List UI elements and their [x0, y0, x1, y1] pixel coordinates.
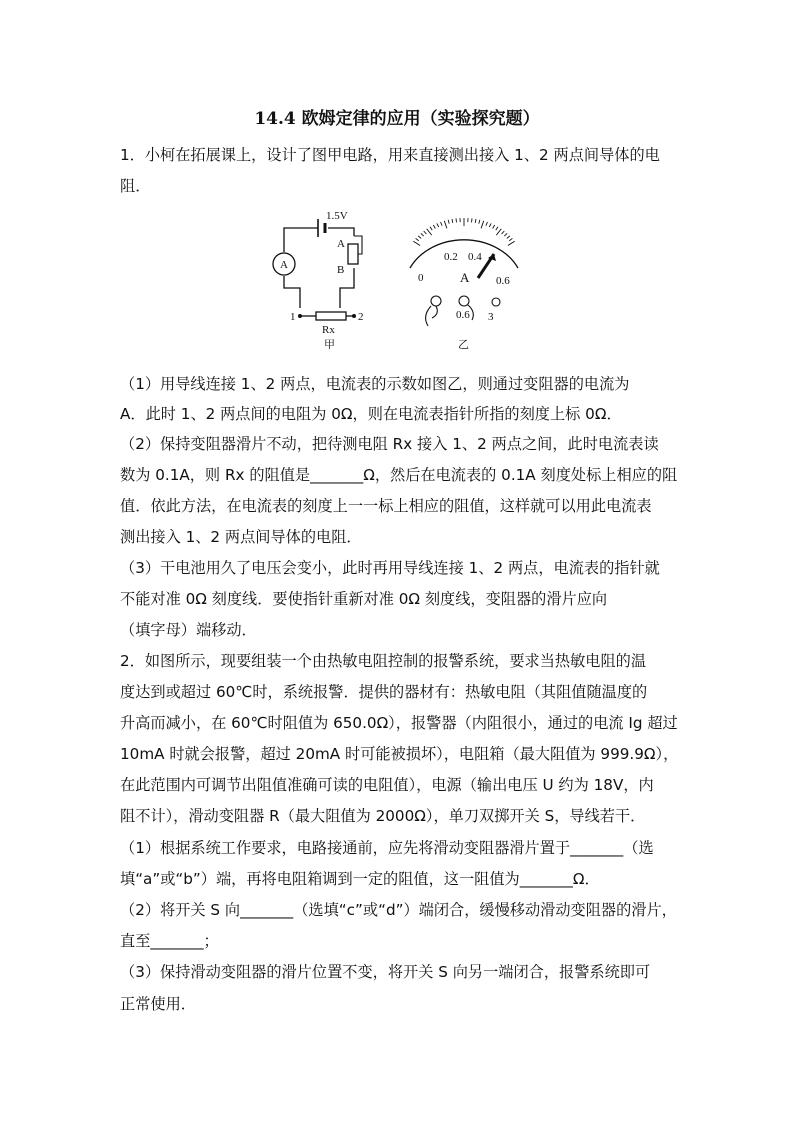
text-line: 升高而减小，在 60℃时阻值为 650.0Ω），报警器（内阻很小，通过的电流 Ig 超过: [120, 714, 678, 732]
dial-tick-0: 0: [418, 272, 424, 284]
dial-tick-0-4: 0.4: [468, 251, 482, 263]
text-line: （2）保持变阻器滑片不动，把待测电阻 Rx 接入 1、2 两点之间，此时电流表读: [120, 435, 659, 453]
ammeter-label: A: [280, 259, 288, 271]
text-line: 度达到或超过 60℃时，系统报警．提供的器材有：热敏电阻（其阻值随温度的: [120, 683, 648, 701]
text-line: 阻不计），滑动变阻器 R（最大阻值为 2000Ω），单刀双掷开关 S，导线若干．: [120, 807, 646, 825]
page-title: 14.4 欧姆定律的应用（实验探究题）: [254, 109, 540, 129]
text-line: 不能对准 0Ω 刻度线．要使指针重新对准 0Ω 刻度线，变阻器的滑片应向: [120, 590, 608, 608]
text-line: （3）干电池用久了电压会变小，此时再用导线连接 1、2 两点，电流表的指针就: [120, 559, 660, 577]
battery-symbol: [318, 219, 325, 237]
resistor-label: Rx: [322, 324, 335, 336]
resistor-rx-symbol: [316, 312, 346, 320]
text-line: （填字母）端移动．: [120, 621, 257, 639]
terminal-0-6: 0.6: [456, 309, 470, 321]
battery-label: 1.5V: [326, 210, 348, 222]
circuit-figure: [262, 206, 532, 362]
text-line: 阻．: [120, 177, 151, 195]
terminal-1-label: 1: [290, 311, 296, 323]
ammeter-dial: [410, 218, 518, 278]
dial-tick-0-6: 0.6: [496, 275, 510, 287]
text-line: A．此时 1、2 两点间的电阻为 0Ω，则在电流表指针所指的刻度上标 0Ω．: [120, 405, 622, 423]
text-line: 10mA 时就会报警，超过 20mA 时可能被损坏），电阻箱（最大阻值为 999.9Ω），: [120, 745, 679, 763]
text-line: 正常使用．: [120, 995, 196, 1013]
rheostat-label-a: A: [337, 238, 345, 250]
terminal-3: 3: [488, 311, 494, 323]
dial-tick-0-2: 0.2: [444, 251, 458, 263]
text-line: 值．依此方法，在电流表的刻度上一一标上相应的阻值，这样就可以用此电流表: [120, 497, 652, 515]
text-line: 测出接入 1、2 两点间导体的电阻．: [120, 528, 362, 546]
text-line: 数为 0.1A，则 Rx 的阻值是_______Ω，然后在电流表的 0.1A 刻度处标上相应的阻: [120, 466, 678, 484]
terminal-2-dot: [352, 314, 356, 318]
text-line: 1．小柯在拓展课上，设计了图甲电路，用来直接测出接入 1、2 两点间导体的电: [120, 146, 660, 164]
rheostat-label-b: B: [337, 264, 345, 276]
text-line: 填“a”或“b”）端，再将电阻箱调到一定的阻值，这一阻值为_______Ω．: [120, 870, 600, 888]
caption-right: 乙: [458, 339, 469, 351]
text-line: 在此范围内可调节出阻值准确可读的电阻值），电源（输出电压 U 约为 18V，内: [120, 776, 654, 794]
text-line: （1）用导线连接 1、2 两点，电流表的示数如图乙，则通过变阻器的电流为: [120, 375, 630, 393]
text-line: （2）将开关 S 向_______（选填“c”或“d”）端闭合，缓慢移动滑动变阻器的滑片，: [120, 901, 677, 919]
caption-left: 甲: [324, 339, 335, 351]
text-line: 直至_______；: [120, 932, 219, 950]
rheostat-symbol: [348, 244, 358, 264]
text-line: （1）根据系统工作要求，电路接通前，应先将滑动变阻器滑片置于_______（选: [120, 839, 654, 857]
dial-unit: A: [460, 270, 470, 285]
dial-tick-marks: [413, 218, 514, 246]
text-line: （3）保持滑动变阻器的滑片位置不变，将开关 S 向另一端闭合，报警系统即可: [120, 963, 651, 981]
text-line: 2．如图所示，现要组装一个由热敏电阻控制的报警系统，要求当热敏电阻的温: [120, 652, 647, 670]
terminal-2-label: 2: [358, 311, 364, 323]
terminal-1-dot: [298, 314, 302, 318]
